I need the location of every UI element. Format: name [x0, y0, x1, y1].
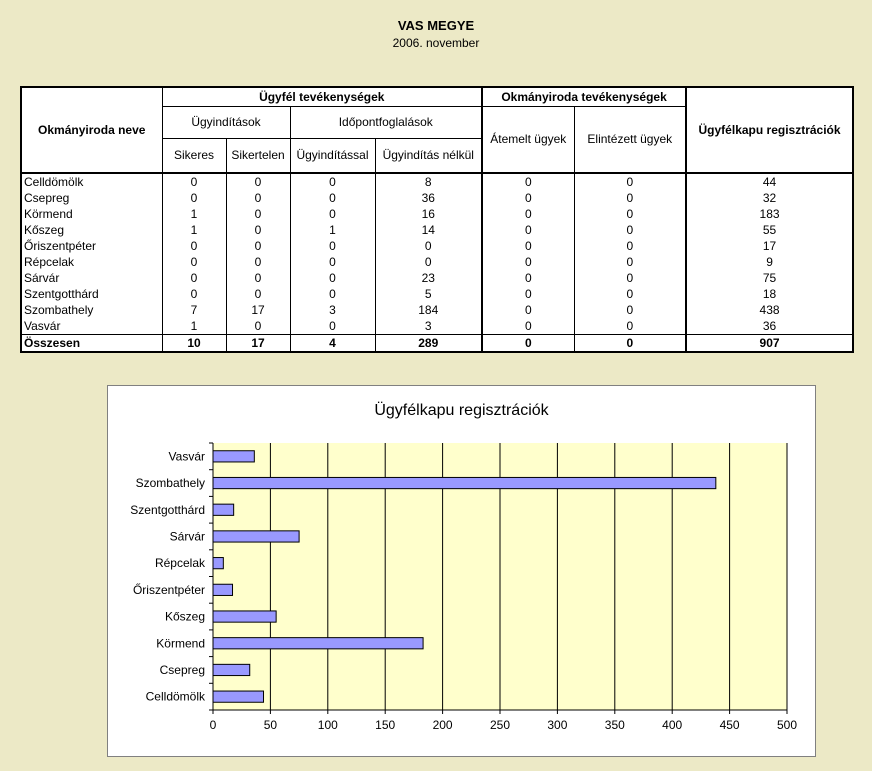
x-tick-label: 200 — [432, 718, 453, 732]
category-label: Szombathely — [135, 476, 205, 491]
header-unsuccessful: Sikertelen — [226, 138, 290, 173]
table-row — [21, 238, 853, 254]
x-tick-label: 300 — [547, 718, 568, 732]
category-label: Szentgotthárd — [130, 502, 205, 517]
value-cell: 0 — [574, 318, 686, 335]
category-label: Őriszentpéter — [132, 582, 205, 597]
office-name-cell: Sárvár — [21, 270, 162, 286]
value-cell: 0 — [290, 173, 375, 190]
bar-celldömölk — [213, 691, 264, 702]
office-name-cell: Szombathely — [21, 302, 162, 318]
bar-répcelak — [213, 558, 223, 569]
value-cell: 0 — [482, 318, 574, 335]
value-cell: 0 — [482, 270, 574, 286]
value-cell: 0 — [226, 190, 290, 206]
value-cell: 0 — [162, 238, 226, 254]
bar-kőszeg — [213, 611, 276, 622]
category-label: Kőszeg — [164, 609, 205, 624]
table-row — [21, 206, 853, 222]
value-cell: 0 — [574, 270, 686, 286]
value-cell: 7 — [162, 302, 226, 318]
bar-vasvár — [213, 451, 254, 462]
value-cell: 438 — [686, 302, 853, 318]
value-cell: 17 — [686, 238, 853, 254]
value-cell: 55 — [686, 222, 853, 238]
office-name-cell: Körmend — [21, 206, 162, 222]
value-cell: 0 — [226, 318, 290, 335]
value-cell: 0 — [574, 173, 686, 190]
table-row — [21, 302, 853, 318]
value-cell: 0 — [226, 254, 290, 270]
table-row — [21, 286, 853, 302]
bar-sárvár — [213, 531, 299, 542]
value-cell: 0 — [574, 335, 686, 353]
value-cell: 0 — [162, 190, 226, 206]
value-cell: 17 — [226, 335, 290, 353]
office-name-cell: Összesen — [21, 335, 162, 353]
header-appointments: Időpontfoglalások — [290, 106, 482, 138]
x-tick-label: 150 — [375, 718, 396, 732]
header-registrations: Ügyfélkapu regisztrációk — [686, 87, 853, 173]
value-cell: 0 — [482, 302, 574, 318]
value-cell: 0 — [574, 254, 686, 270]
value-cell: 0 — [482, 190, 574, 206]
value-cell: 36 — [686, 318, 853, 335]
x-tick-label: 350 — [604, 718, 625, 732]
bar-chart — [108, 386, 815, 756]
page-subtitle: 2006. november — [392, 36, 480, 50]
value-cell: 1 — [162, 206, 226, 222]
x-tick-label: 400 — [662, 718, 683, 732]
header-successful: Sikeres — [162, 138, 226, 173]
header-initiations: Ügyindítások — [162, 106, 290, 138]
header-transferred: Átemelt ügyek — [482, 106, 574, 173]
value-cell: 8 — [375, 173, 482, 190]
value-cell: 0 — [290, 190, 375, 206]
value-cell: 1 — [162, 318, 226, 335]
value-cell: 0 — [162, 254, 226, 270]
table-row — [21, 318, 853, 335]
value-cell: 36 — [375, 190, 482, 206]
value-cell: 75 — [686, 270, 853, 286]
category-label: Körmend — [156, 636, 205, 651]
value-cell: 5 — [375, 286, 482, 302]
office-name-cell: Őriszentpéter — [21, 238, 162, 254]
page-title: VAS MEGYE — [397, 18, 475, 33]
value-cell: 0 — [290, 206, 375, 222]
value-cell: 0 — [482, 335, 574, 353]
table-row — [21, 222, 853, 238]
value-cell: 0 — [375, 238, 482, 254]
office-name-cell: Kőszeg — [21, 222, 162, 238]
x-tick-label: 500 — [776, 718, 798, 732]
category-label: Sárvár — [169, 529, 205, 544]
table-row — [21, 190, 853, 206]
table-row — [21, 270, 853, 286]
value-cell: 17 — [226, 302, 290, 318]
value-cell: 184 — [375, 302, 482, 318]
value-cell: 0 — [375, 254, 482, 270]
value-cell: 0 — [482, 238, 574, 254]
header-without-initiation: Ügyindítás nélkül — [375, 138, 482, 173]
value-cell: 0 — [482, 173, 574, 190]
office-name-cell: Csepreg — [21, 190, 162, 206]
value-cell: 1 — [290, 222, 375, 238]
bar-körmend — [213, 638, 423, 649]
value-cell: 3 — [290, 302, 375, 318]
value-cell: 4 — [290, 335, 375, 353]
office-name-cell: Répcelak — [21, 254, 162, 270]
value-cell: 0 — [290, 238, 375, 254]
value-cell: 0 — [162, 173, 226, 190]
value-cell: 3 — [375, 318, 482, 335]
table-row — [21, 254, 853, 270]
category-label: Celldömölk — [145, 689, 205, 704]
value-cell: 0 — [574, 222, 686, 238]
value-cell: 0 — [162, 270, 226, 286]
header-client-activities: Ügyfél tevékenységek — [162, 87, 482, 106]
table-row — [21, 173, 853, 190]
value-cell: 0 — [226, 286, 290, 302]
bar-őriszentpéter — [213, 584, 233, 595]
value-cell: 10 — [162, 335, 226, 353]
value-cell: 0 — [574, 238, 686, 254]
x-tick-label: 50 — [263, 718, 278, 732]
header-with-initiation: Ügyindítással — [290, 138, 375, 173]
value-cell: 0 — [574, 286, 686, 302]
value-cell: 0 — [226, 238, 290, 254]
value-cell: 0 — [226, 206, 290, 222]
x-tick-label: 0 — [209, 718, 217, 732]
value-cell: 44 — [686, 173, 853, 190]
office-name-cell: Vasvár — [21, 318, 162, 335]
value-cell: 0 — [290, 318, 375, 335]
value-cell: 0 — [574, 190, 686, 206]
value-cell: 183 — [686, 206, 853, 222]
value-cell: 32 — [686, 190, 853, 206]
registrations-table — [20, 86, 854, 353]
bar-szentgotthárd — [213, 504, 234, 515]
bar-szombathely — [213, 477, 716, 488]
value-cell: 0 — [290, 254, 375, 270]
value-cell: 18 — [686, 286, 853, 302]
x-tick-label: 250 — [489, 718, 511, 732]
value-cell: 0 — [482, 286, 574, 302]
value-cell: 0 — [226, 222, 290, 238]
value-cell: 0 — [482, 254, 574, 270]
value-cell: 23 — [375, 270, 482, 286]
category-label: Vasvár — [168, 449, 205, 464]
header-office-activities: Okmányiroda tevékenységek — [482, 87, 686, 106]
value-cell: 0 — [162, 286, 226, 302]
value-cell: 0 — [226, 173, 290, 190]
value-cell: 0 — [290, 270, 375, 286]
value-cell: 0 — [574, 206, 686, 222]
value-cell: 289 — [375, 335, 482, 353]
chart-panel — [107, 385, 816, 757]
total-row — [21, 335, 853, 353]
value-cell: 0 — [482, 222, 574, 238]
value-cell: 907 — [686, 335, 853, 353]
value-cell: 0 — [290, 286, 375, 302]
category-label: Csepreg — [159, 662, 205, 677]
value-cell: 0 — [574, 302, 686, 318]
office-name-cell: Celldömölk — [21, 173, 162, 190]
office-name-cell: Szentgotthárd — [21, 286, 162, 302]
x-tick-label: 100 — [317, 718, 338, 732]
value-cell: 9 — [686, 254, 853, 270]
value-cell: 0 — [226, 270, 290, 286]
header-office-name: Okmányiroda neve — [21, 87, 162, 173]
category-label: Répcelak — [154, 556, 205, 571]
header-completed: Elintézett ügyek — [574, 106, 686, 173]
bar-csepreg — [213, 664, 250, 675]
chart-title: Ügyfélkapu regisztrációk — [374, 402, 549, 419]
value-cell: 14 — [375, 222, 482, 238]
x-tick-label: 450 — [719, 718, 740, 732]
value-cell: 16 — [375, 206, 482, 222]
value-cell: 0 — [482, 206, 574, 222]
value-cell: 1 — [162, 222, 226, 238]
